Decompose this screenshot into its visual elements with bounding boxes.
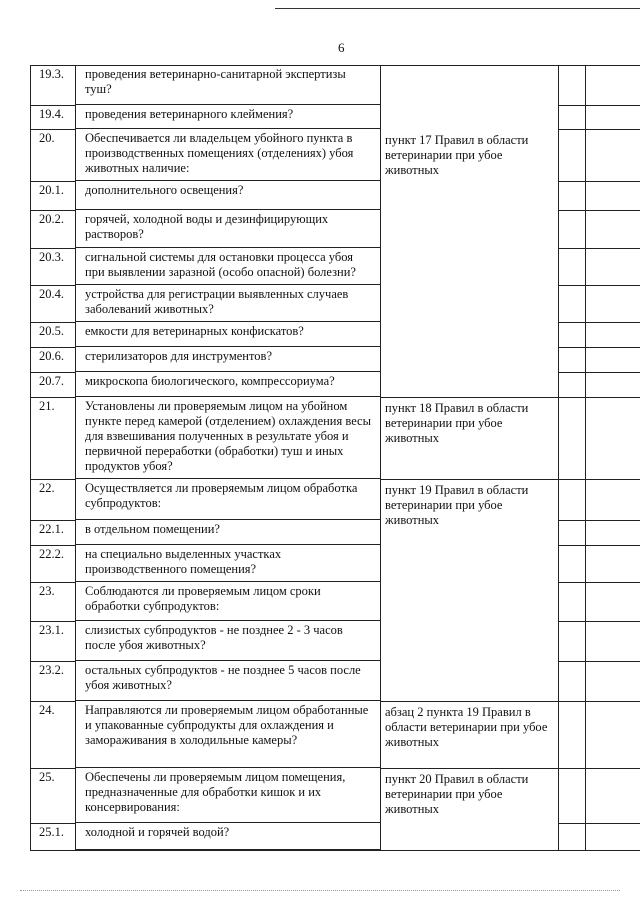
reference-cell: пункт 18 Правил в области ветеринарии при убое животных [380, 397, 558, 479]
question-text: слизистых субпродуктов - не позднее 2 - 3 часов после убоя животных? [75, 621, 380, 661]
reference-cell: пункт 19 Правил в области ветеринарии при убое животных [380, 479, 558, 701]
row-number: 19.4. [39, 107, 64, 121]
question-text: горячей, холодной воды и дезинфицирующих растворов? [75, 210, 380, 248]
row-number: 20.1. [39, 183, 64, 197]
row-number: 19.3. [39, 67, 64, 81]
checklist-table [30, 65, 640, 850]
column-divider [585, 65, 640, 850]
reference-cell: абзац 2 пункта 19 Правил в области ветеринарии при убое животных [380, 701, 558, 768]
row-number: 22.2. [39, 547, 64, 561]
row-number: 23.1. [39, 623, 64, 637]
reference-cell: пункт 20 Правил в области ветеринарии при убое животных [380, 768, 558, 850]
question-text: сигнальной системы для остановки процесса убоя при выявлении заразной (особо опасной) болезни? [75, 248, 380, 285]
question-text: устройства для регистрации выявленных случаев заболеваний животных? [75, 285, 380, 322]
question-text: емкости для ветеринарных конфискатов? [75, 322, 380, 347]
question-text: Установлены ли проверяемым лицом на убойном пункте перед камерой (отделением) охлаждения весы для взвешивания полученных в результате убоя и первичной переработки (обработки) туш и иных продуктов убоя? [75, 397, 380, 479]
row-number: 20.6. [39, 349, 64, 363]
reference-cell: пункт 17 Правил в области ветеринарии при убое животных [380, 129, 558, 397]
row-number: 22.1. [39, 522, 64, 536]
row-number: 25.1. [39, 825, 64, 839]
question-text: остальных субпродуктов - не позднее 5 часов после убоя животных? [75, 661, 380, 701]
question-text: дополнительного освещения? [75, 181, 380, 210]
question-text: в отдельном помещении? [75, 520, 380, 545]
row-number: 21. [39, 399, 55, 413]
page-number: 6 [338, 40, 345, 55]
row-number: 20. [39, 131, 55, 145]
question-text: стерилизаторов для инструментов? [75, 347, 380, 372]
question-text: Направляются ли проверяемым лицом обработанные и упакованные субпродукты для охлаждения и замораживания в холодильные камеры? [75, 701, 380, 768]
question-text: Обеспечивается ли владельцем убойного пункта в производственных помещениях (отделениях) убоя животных наличие: [75, 129, 380, 181]
row-number: 20.4. [39, 287, 64, 301]
row-number: 25. [39, 770, 55, 784]
row-number: 24. [39, 703, 55, 717]
table-bottom-border [30, 850, 640, 851]
question-text: холодной и горячей водой? [75, 823, 380, 850]
row-number: 20.7. [39, 374, 64, 388]
row-number: 20.3. [39, 250, 64, 264]
row-number: 23.2. [39, 663, 64, 677]
question-text: на специально выделенных участках производственного помещения? [75, 545, 380, 582]
question-text: микроскопа биологического, компрессориума? [75, 372, 380, 397]
reference-cell [380, 65, 558, 129]
question-text: проведения ветеринарно-санитарной экспертизы туш? [75, 65, 380, 105]
question-text: Соблюдаются ли проверяемым лицом сроки обработки субпродуктов: [75, 582, 380, 621]
top-rule [275, 8, 640, 9]
row-number: 20.5. [39, 324, 64, 338]
footer-rule [20, 890, 620, 891]
row-number: 20.2. [39, 212, 64, 226]
question-text: проведения ветеринарного клеймения? [75, 105, 380, 129]
row-number: 23. [39, 584, 55, 598]
question-text: Обеспечены ли проверяемым лицом помещения, предназначенные для обработки кишок и их консервирования: [75, 768, 380, 823]
row-number: 22. [39, 481, 55, 495]
question-text: Осуществляется ли проверяемым лицом обработка субпродуктов: [75, 479, 380, 520]
